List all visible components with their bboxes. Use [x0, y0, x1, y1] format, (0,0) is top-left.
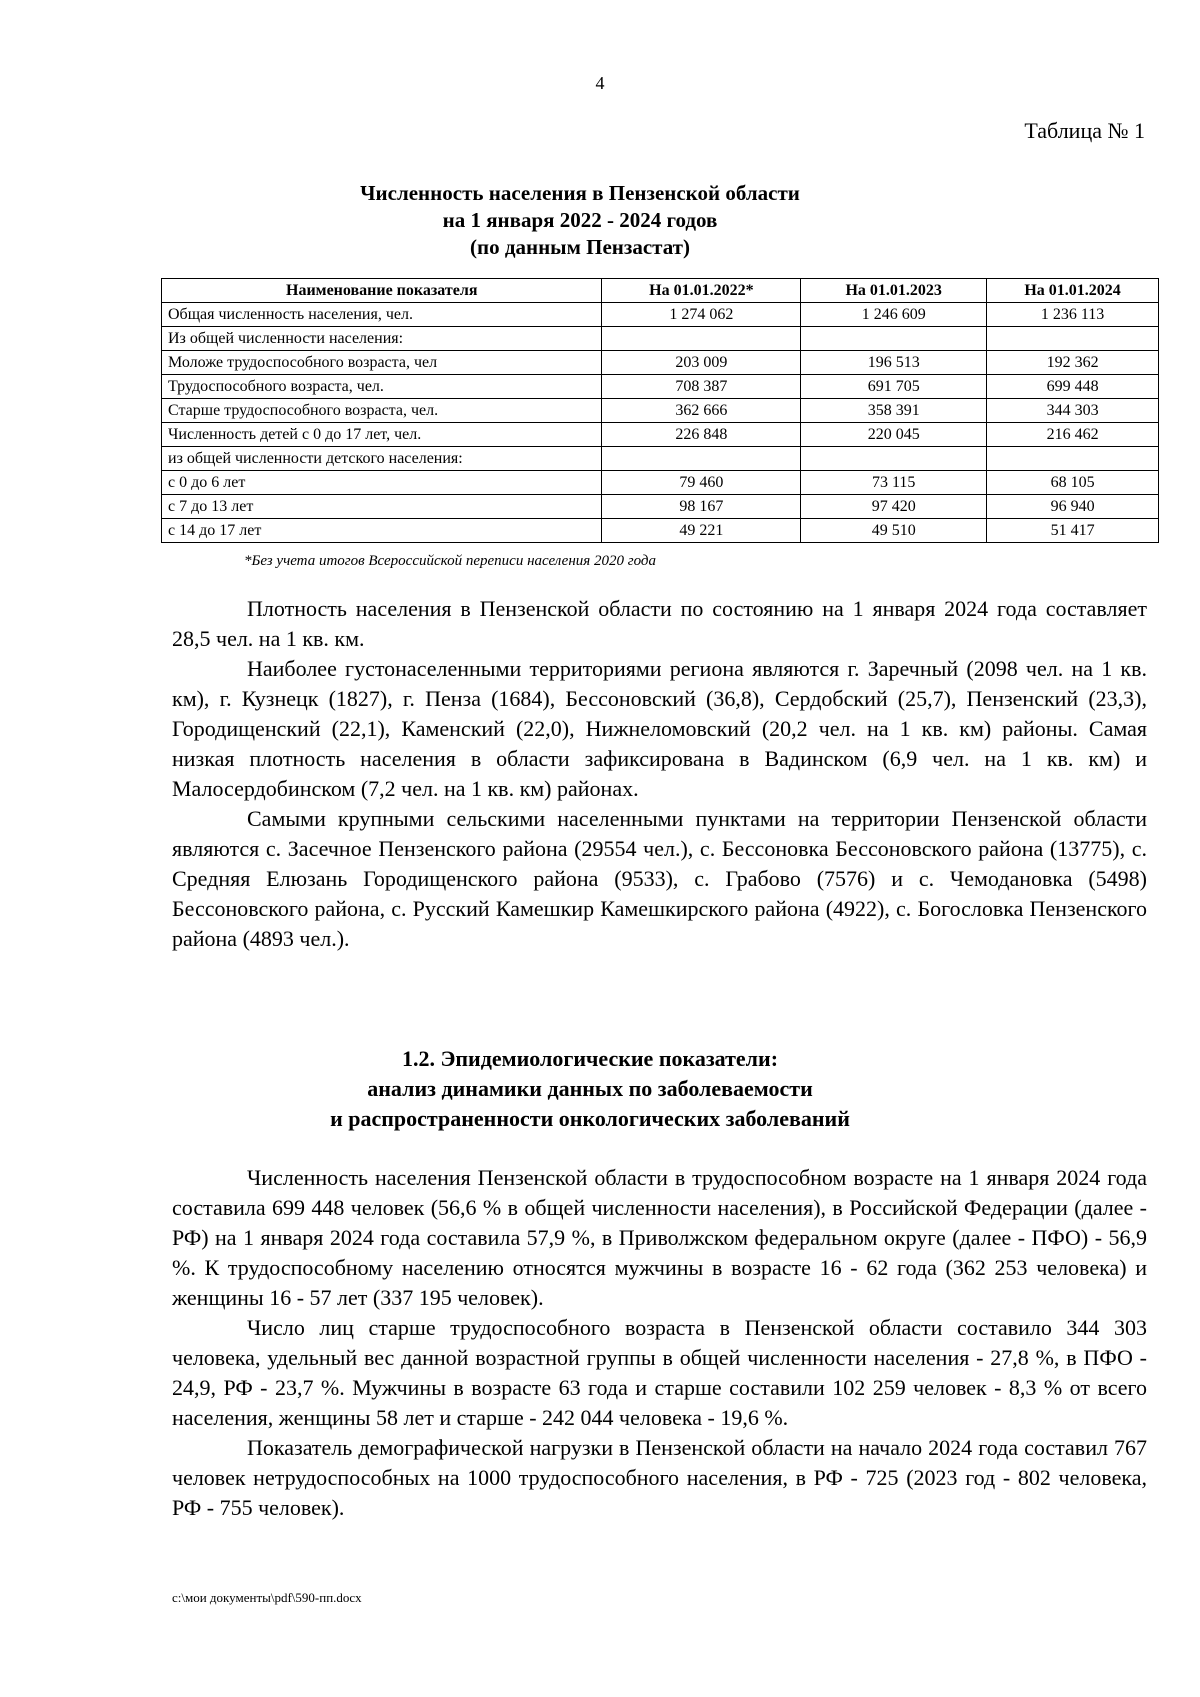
table-footnote: *Без учета итогов Всероссийской переписи населения 2020 года [244, 553, 656, 569]
header-indicator: Наименование показателя [162, 279, 602, 303]
paragraph-largest-settlements: Самыми крупными сельскими населенными пунктами на территории Пензенской области являются с. Засечное Пензенского района (29554 чел.), с. Бессоновка Бессоновского района (13775), с. Средняя Елюзань Городищенского района (9533), с. Грабово (7576) и с. Чемодановка (5498) Бессоновского района, с. Русский Камешкир Камешкирского района (4922), с. Богословка Пензенского района (4893 чел.). [172, 806, 1147, 951]
page-number: 4 [595, 73, 605, 93]
row-label: с 14 до 17 лет [162, 519, 602, 543]
table-title-line-2: на 1 января 2022 - 2024 годов [442, 208, 718, 232]
row-value [987, 447, 1159, 471]
row-value: 51 417 [987, 519, 1159, 543]
row-value: 362 666 [602, 399, 801, 423]
row-value [801, 447, 987, 471]
row-value: 192 362 [987, 351, 1159, 375]
row-value: 344 303 [987, 399, 1159, 423]
row-value [801, 327, 987, 351]
row-value: 220 045 [801, 423, 987, 447]
row-value: 216 462 [987, 423, 1159, 447]
section-title-line-3: и распространенности онкологических заболеваний [330, 1106, 850, 1131]
row-value [602, 447, 801, 471]
row-label: Старше трудоспособного возраста, чел. [162, 399, 602, 423]
row-value [987, 327, 1159, 351]
section-title-line-1: 1.2. Эпидемиологические показатели: [401, 1046, 779, 1071]
row-value: 1 236 113 [987, 303, 1159, 327]
row-label: из общей численности детского населения: [162, 447, 602, 471]
row-value: 203 009 [602, 351, 801, 375]
table-title [160, 180, 1000, 261]
header-2024: На 01.01.2024 [987, 279, 1159, 303]
table-row [162, 327, 1159, 351]
table-row [162, 423, 1159, 447]
row-value: 699 448 [987, 375, 1159, 399]
paragraph-density: Плотность населения в Пензенской области по состоянию на 1 января 2024 года составляет 28,5 чел. на 1 кв. км. [172, 596, 1147, 651]
row-value: 691 705 [801, 375, 987, 399]
header-2022: На 01.01.2022* [602, 279, 801, 303]
row-label: Трудоспособного возраста, чел. [162, 375, 602, 399]
body-text-bottom [172, 1163, 1147, 1523]
table-row [162, 351, 1159, 375]
body-text-top [172, 594, 1147, 954]
table-row [162, 471, 1159, 495]
table-row [162, 495, 1159, 519]
row-value [602, 327, 801, 351]
section-title-line-2: анализ динамики данных по заболеваемости [367, 1076, 813, 1101]
paragraph-over-working-age: Число лиц старше трудоспособного возраста в Пензенской области составило 344 303 человека, удельный вес данной возрастной группы в общей численности населения - 27,8 %, в ПФО - 24,9, РФ - 23,7 %. Мужчины в возрасте 63 года и старше составили 102 259 человек - 8,3 % от всего населения, женщины 58 лет и старше - 242 044 человека - 19,6 %. [172, 1315, 1147, 1430]
section-title [160, 1044, 1020, 1134]
row-value: 196 513 [801, 351, 987, 375]
header-2023: На 01.01.2023 [801, 279, 987, 303]
row-value: 1 274 062 [602, 303, 801, 327]
row-value: 98 167 [602, 495, 801, 519]
row-value: 49 510 [801, 519, 987, 543]
row-value: 226 848 [602, 423, 801, 447]
row-value: 708 387 [602, 375, 801, 399]
row-value: 1 246 609 [801, 303, 987, 327]
table-row [162, 375, 1159, 399]
row-label: Общая численность населения, чел. [162, 303, 602, 327]
paragraph-working-age: Численность населения Пензенской области в трудоспособном возрасте на 1 января 2024 года составила 699 448 человек (56,6 % в общей численности населения), в Российской Федерации (далее - РФ) на 1 января 2024 года составила 57,9 %, в Приволжском федеральном округе (далее - ПФО) - 56,9 %. К трудоспособному населению относятся мужчины в возрасте 16 - 62 года (362 253 человека) и женщины 16 - 57 лет (337 195 человек). [172, 1165, 1147, 1310]
paragraph-dense-territories: Наиболее густонаселенными территориями региона являются г. Заречный (2098 чел. на 1 кв. км), г. Кузнецк (1827), г. Пенза (1684), Бессоновский (36,8), Сердобский (25,7), Пензенский (23,3), Городищенский (22,1), Каменский (22,0), Нижнеломовский (20,2 чел. на 1 кв. км) районы. Самая низкая плотность населения в области зафиксирована в Вадинском (6,9 чел. на 1 кв. км) и Малосердобинском (7,2 чел. на 1 кв. км) районах. [172, 656, 1147, 801]
row-value: 97 420 [801, 495, 987, 519]
table-row [162, 519, 1159, 543]
row-value: 358 391 [801, 399, 987, 423]
row-value: 79 460 [602, 471, 801, 495]
table-title-line-1: Численность населения в Пензенской области [360, 181, 800, 205]
row-label: Численность детей с 0 до 17 лет, чел. [162, 423, 602, 447]
row-label: с 0 до 6 лет [162, 471, 602, 495]
footer-file-path: c:\мои документы\pdf\590-пп.docx [172, 1590, 362, 1605]
table-row [162, 447, 1159, 471]
table-reference: Таблица № 1 [1024, 118, 1145, 143]
row-label: Моложе трудоспособного возраста, чел [162, 351, 602, 375]
table-header-row [162, 279, 1159, 303]
table-row [162, 399, 1159, 423]
row-value: 96 940 [987, 495, 1159, 519]
table-row [162, 303, 1159, 327]
row-label: с 7 до 13 лет [162, 495, 602, 519]
table-title-line-3: (по данным Пензастат) [470, 235, 690, 259]
population-table [161, 278, 1159, 543]
paragraph-demographic-load: Показатель демографической нагрузки в Пензенской области на начало 2024 года составил 767 человек нетрудоспособных на 1000 трудоспособного населения, в РФ - 725 (2023 год - 802 человека, РФ - 755 человек). [172, 1435, 1147, 1520]
row-value: 73 115 [801, 471, 987, 495]
row-value: 49 221 [602, 519, 801, 543]
row-value: 68 105 [987, 471, 1159, 495]
row-label: Из общей численности населения: [162, 327, 602, 351]
